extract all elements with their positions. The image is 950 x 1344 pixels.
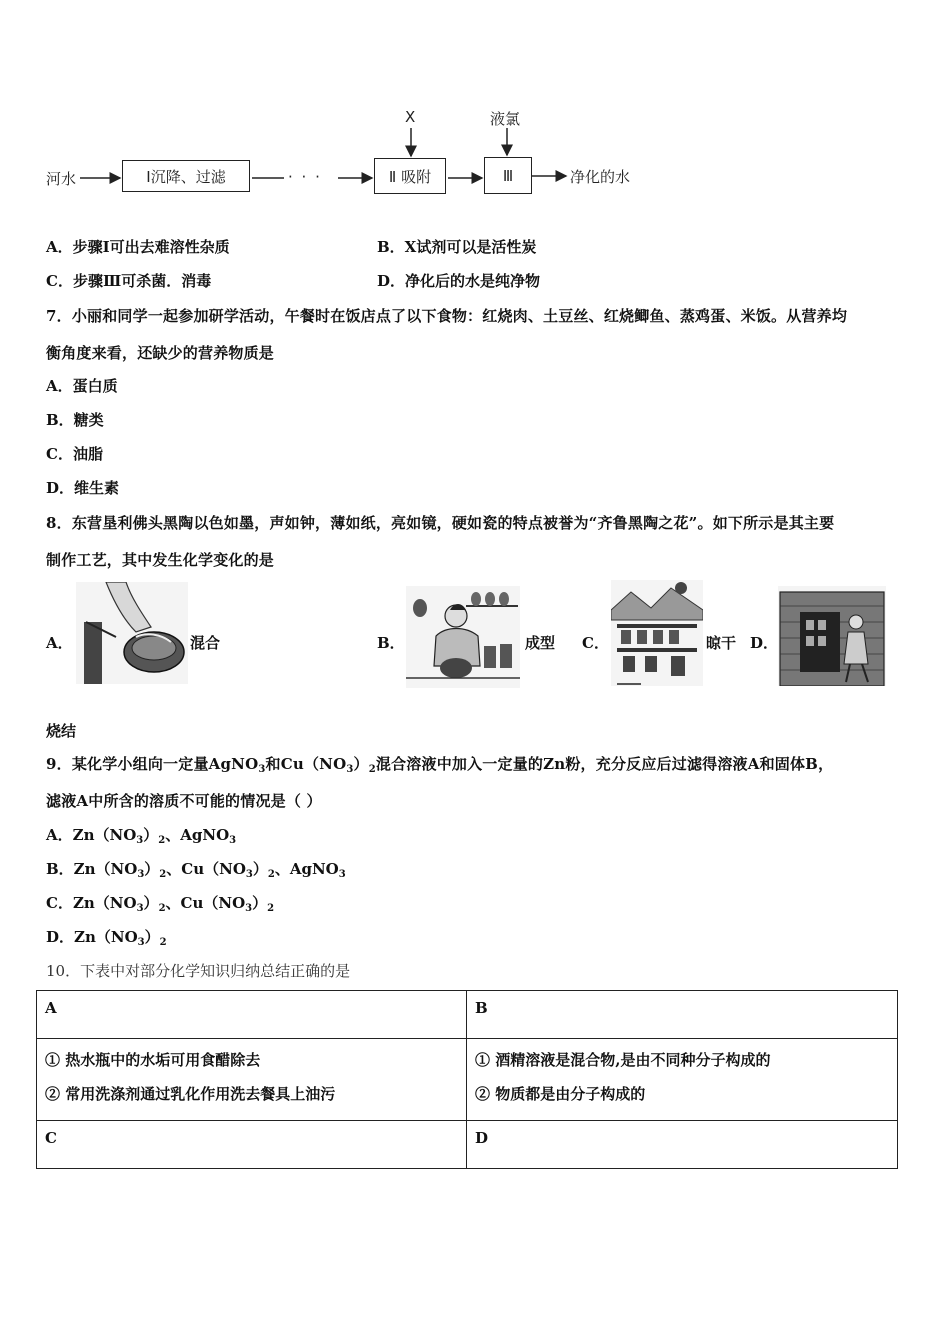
q9-a-sub-agno3: 3	[229, 835, 237, 846]
q6-option-a: A．步骤Ⅰ可出去难溶性杂质	[46, 238, 230, 256]
q9-c-sub-2b: 2	[267, 903, 275, 914]
q9-stem-line2: 滤液A中所含的溶质不可能的情况是（ ）	[46, 792, 322, 810]
liquid-chlorine-label: 液氯	[490, 110, 521, 128]
q8-option-d-letter: D．	[750, 634, 779, 652]
q8-option-b-label: 成型	[525, 634, 556, 652]
q9-c-sub-2a: 2	[158, 903, 166, 914]
q9-b-sub-2b: 2	[267, 869, 275, 880]
q9-option-a	[46, 824, 236, 846]
q8-option-c-label: 晾干	[706, 634, 737, 652]
q9-a-sub-2: 2	[158, 835, 166, 846]
q8-stem-line2: 制作工艺，其中发生化学变化的是	[46, 551, 275, 569]
purified-water-label: 净化的水	[570, 168, 631, 186]
q6-option-b: B．X试剂可以是活性炭	[377, 238, 537, 256]
q9-b-sub-3b: 3	[245, 869, 253, 880]
table-header-c: C	[37, 1121, 467, 1169]
table-cell-a	[37, 1039, 467, 1121]
step2-box: Ⅱ 吸附	[374, 158, 446, 194]
mixing-clay-image	[76, 582, 188, 684]
q9-option-c	[46, 892, 274, 914]
q9-stem-sub-cu-2: 2	[368, 764, 376, 775]
table-row	[37, 991, 898, 1039]
q9-c-part1: C．Zn（NO	[46, 894, 137, 912]
table-header-b: B	[467, 991, 898, 1039]
q8-option-d-label: 烧结	[46, 722, 77, 740]
flow-dots: · · ·	[288, 168, 322, 186]
q9-stem-part2: 和Cu（NO	[265, 755, 347, 773]
river-water-label: 河水	[46, 170, 77, 188]
q9-stem-part1: 9．某化学小组向一定量AgNO	[46, 755, 259, 773]
q9-c-part3: 、Cu（NO	[165, 894, 246, 912]
table-a-line1: ① 热水瓶中的水垢可用食醋除去	[45, 1051, 261, 1069]
table-header-a: A	[37, 991, 467, 1039]
step3-box: Ⅲ	[484, 157, 532, 194]
q8-option-a-letter: A．	[46, 634, 73, 652]
q9-b-sub-3a: 3	[137, 869, 145, 880]
q9-d-part2: ）	[144, 928, 160, 946]
q9-d-sub-2: 2	[159, 937, 167, 948]
q9-b-sub-agno3: 3	[338, 869, 346, 880]
q7-stem-line2: 衡角度来看，还缺少的营养物质是	[46, 344, 275, 362]
q10-knowledge-table	[36, 990, 898, 1169]
q9-b-part2: ）	[144, 860, 160, 878]
q7-option-d: D．维生素	[46, 479, 120, 497]
q9-b-part3: 、Cu（NO	[166, 860, 246, 878]
q9-b-part1: B．Zn（NO	[46, 860, 138, 878]
reagent-x-label: X	[405, 108, 416, 126]
q7-stem-line1: 7．小丽和同学一起参加研学活动，午餐时在饭店点了以下食物：红烧肉、土豆丝、红烧鲫鱼、蒸鸡蛋、米饭。从营养均	[46, 307, 848, 325]
table-cell-b	[467, 1039, 898, 1121]
table-row	[37, 1121, 898, 1169]
q6-option-d: D．净化后的水是纯净物	[377, 272, 541, 290]
q9-stem-line1	[46, 753, 833, 775]
q8-option-a-label: 混合	[190, 634, 221, 652]
firing-kiln-image	[778, 586, 886, 686]
q9-c-part4: ）	[252, 894, 268, 912]
q9-stem-sub-agno3: 3	[258, 764, 266, 775]
step1-box: Ⅰ沉降、过滤	[122, 160, 250, 192]
q9-b-part4: ）	[252, 860, 268, 878]
q9-b-sub-2a: 2	[159, 869, 167, 880]
q8-option-b-letter: B．	[377, 634, 405, 652]
q8-option-c-letter: C．	[582, 634, 609, 652]
q9-d-sub-3: 3	[137, 937, 145, 948]
q8-stem-line1: 8．东营垦利佛头黑陶以色如墨，声如钟，薄如纸，亮如镜，硬如瓷的特点被誉为“齐鲁黑陶之花”。如下所示是其主要	[46, 514, 835, 532]
table-row	[37, 1039, 898, 1121]
table-b-line2: ② 物质都是由分子构成的	[475, 1085, 646, 1103]
table-header-d: D	[467, 1121, 898, 1169]
q7-option-b: B．糖类	[46, 411, 104, 429]
q9-option-d	[46, 926, 167, 948]
q9-c-sub-3a: 3	[136, 903, 144, 914]
q9-a-sub-3: 3	[136, 835, 144, 846]
q9-stem-part3: ）	[353, 755, 369, 773]
q9-stem-part4: 混合溶液中加入一定量的Zn粉，充分反应后过滤得溶液A和固体B，	[375, 755, 834, 773]
q10-stem: 10．下表中对部分化学知识归纳总结正确的是	[46, 962, 351, 980]
table-a-line2: ② 常用洗涤剂通过乳化作用洗去餐具上油污	[45, 1085, 336, 1103]
q7-option-a: A．蛋白质	[46, 377, 118, 395]
q9-a-part1: A．Zn（NO	[46, 826, 137, 844]
q9-b-part5: 、AgNO	[274, 860, 339, 878]
drying-pottery-image	[611, 580, 703, 686]
table-b-line1: ① 酒精溶液是混合物,是由不同种分子构成的	[475, 1051, 771, 1069]
q9-option-b	[46, 858, 346, 880]
shaping-pottery-image	[406, 586, 520, 688]
q6-option-c: C．步骤Ⅲ可杀菌．消毒	[46, 272, 212, 290]
q9-c-sub-3b: 3	[245, 903, 253, 914]
q7-option-c: C．油脂	[46, 445, 103, 463]
q9-d-part1: D．Zn（NO	[46, 928, 138, 946]
q9-stem-sub-cu-3: 3	[346, 764, 354, 775]
q9-c-part2: ）	[143, 894, 159, 912]
q9-a-part2: ）	[143, 826, 159, 844]
q9-a-part3: 、AgNO	[165, 826, 230, 844]
